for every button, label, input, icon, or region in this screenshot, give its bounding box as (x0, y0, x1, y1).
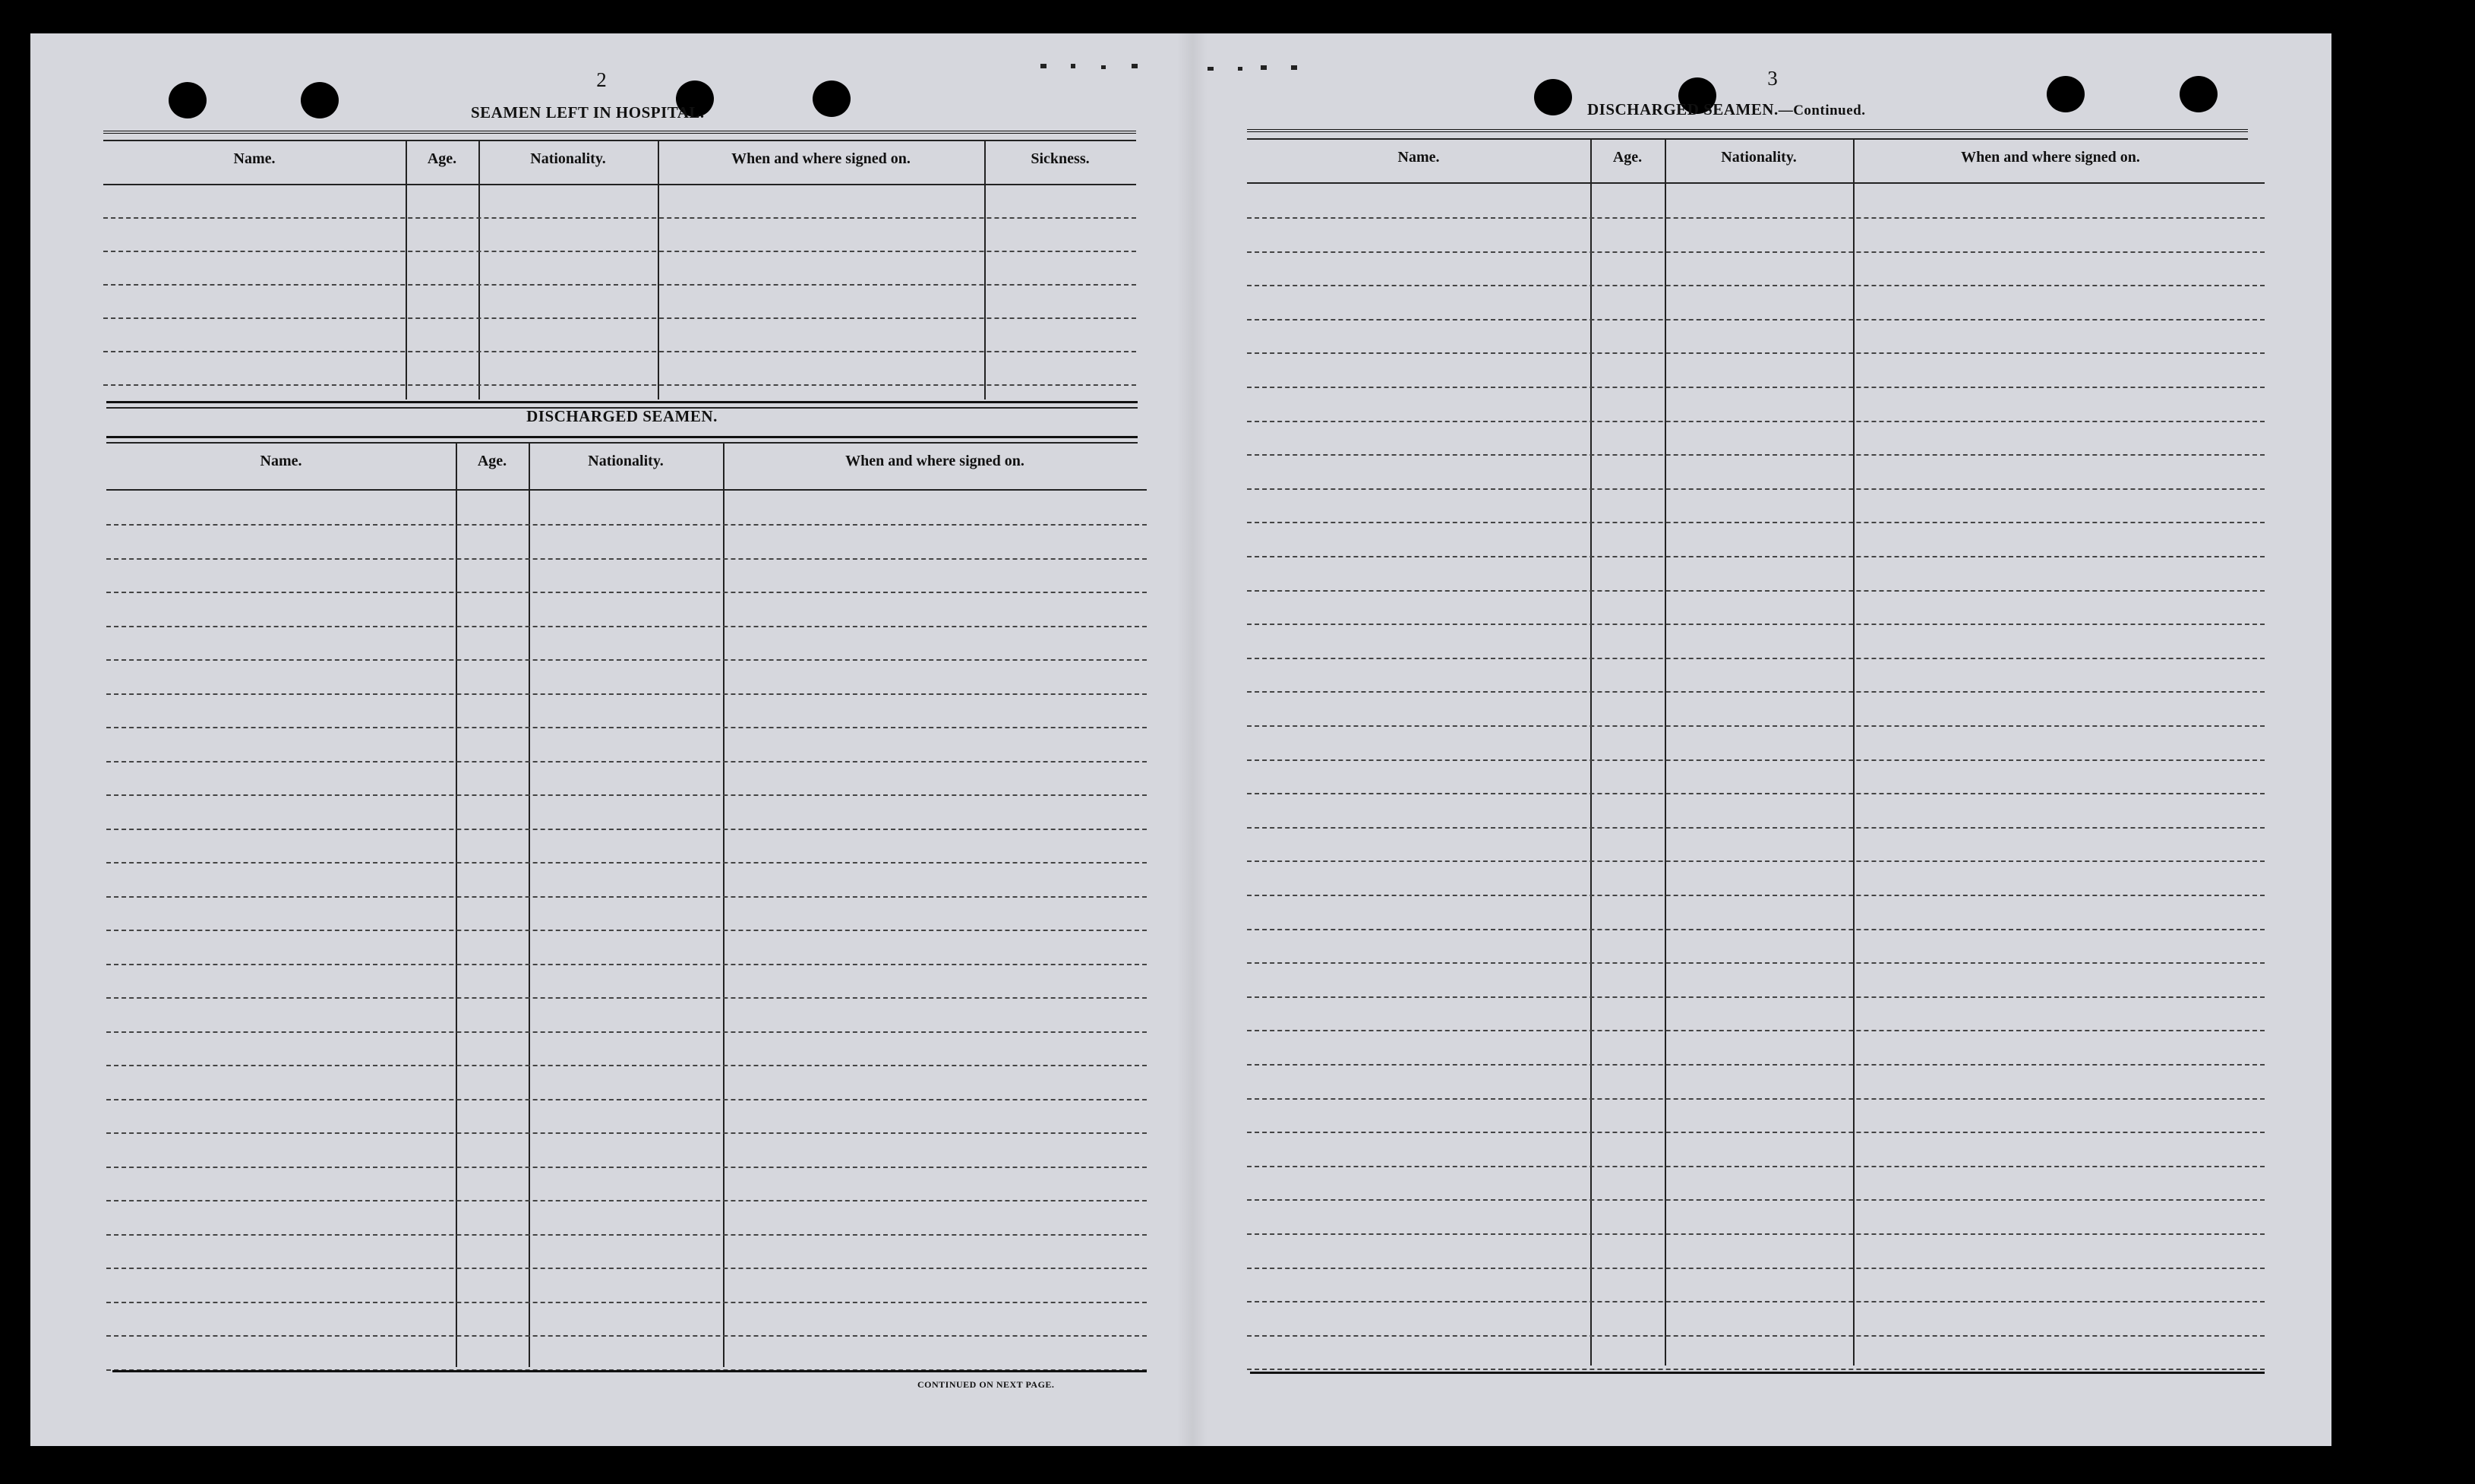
column-nationality: Nationality. (1721, 149, 1797, 166)
column-nationality: Nationality. (530, 150, 606, 167)
table-row (1247, 1199, 2265, 1201)
table-row (1247, 387, 2265, 388)
section-rule (106, 436, 1138, 438)
table-row (106, 524, 1147, 526)
table-row (1247, 793, 2265, 794)
column-divider (406, 141, 407, 399)
page-gutter (1177, 33, 1208, 1446)
table-row (106, 862, 1147, 864)
table-row (106, 558, 1147, 560)
table-row (1247, 1064, 2265, 1066)
title-rule (1247, 129, 2248, 135)
column-sickness: Sickness. (1031, 150, 1090, 167)
table-row (1247, 1301, 2265, 1302)
table-row (1247, 1268, 2265, 1269)
table-row (106, 1132, 1147, 1134)
table-row (106, 626, 1147, 627)
table-row (1247, 759, 2265, 761)
section-rule (106, 401, 1138, 403)
table-row (1247, 488, 2265, 490)
column-divider (723, 444, 725, 1367)
table-row (106, 592, 1147, 593)
table-row (106, 1200, 1147, 1201)
table-row (1247, 860, 2265, 862)
table-row (1247, 285, 2265, 286)
table-row (1247, 251, 2265, 253)
table-row (103, 351, 1136, 352)
table-row (1247, 556, 2265, 557)
table-row (1247, 1030, 2265, 1031)
table-row (106, 829, 1147, 830)
table-row (103, 384, 1136, 386)
page-title-main: DISCHARGED SEAMEN. (1587, 100, 1779, 118)
column-age: Age. (427, 150, 457, 167)
discharged-table-continued (1247, 140, 2265, 1366)
column-divider (1853, 140, 1855, 1366)
table-row (1247, 691, 2265, 693)
column-name: Name. (260, 453, 302, 469)
table-row (106, 1031, 1147, 1033)
table-row (103, 251, 1136, 252)
table-row (1247, 421, 2265, 422)
continued-note: CONTINUED ON NEXT PAGE. (917, 1379, 1055, 1390)
page-title (1587, 100, 1865, 119)
column-divider (984, 141, 986, 399)
table-row (1247, 1098, 2265, 1100)
table-row (1247, 1132, 2265, 1133)
table-bottom-rule (1250, 1372, 2265, 1374)
table-row (106, 1099, 1147, 1100)
table-row (1247, 996, 2265, 998)
table-row (1247, 725, 2265, 727)
table-row (106, 1065, 1147, 1066)
table-row (1247, 590, 2265, 592)
table-row (1247, 352, 2265, 354)
table-row (106, 659, 1147, 661)
column-nationality: Nationality. (588, 453, 664, 469)
table-row (106, 693, 1147, 695)
table-row (1247, 1233, 2265, 1235)
hospital-table (103, 141, 1136, 399)
table-row (1247, 895, 2265, 896)
table-row (103, 317, 1136, 319)
page-number: 2 (596, 68, 607, 91)
page-number: 3 (1767, 67, 1778, 90)
form-sheet (30, 33, 2331, 1446)
table-row (1247, 658, 2265, 659)
table-row (1247, 217, 2265, 219)
table-row (106, 794, 1147, 796)
column-signed-on: When and where signed on. (731, 150, 911, 167)
column-divider (478, 141, 480, 399)
left-page (30, 33, 1177, 1446)
table-row (103, 217, 1136, 219)
table-row (103, 284, 1136, 286)
table-row (106, 1167, 1147, 1168)
table-row (1247, 1369, 2265, 1370)
page-title: SEAMEN LEFT IN HOSPITAL. (471, 103, 705, 122)
column-divider (1590, 140, 1592, 1366)
table-row (106, 964, 1147, 965)
column-name: Name. (1397, 149, 1440, 166)
column-signed-on: When and where signed on. (1961, 149, 2140, 166)
table-row (1247, 827, 2265, 829)
column-name: Name. (233, 150, 276, 167)
title-rule (103, 131, 1136, 137)
table-row (1247, 962, 2265, 964)
table-bottom-rule (112, 1370, 1147, 1372)
table-row (106, 896, 1147, 898)
column-divider (658, 141, 659, 399)
table-row (106, 1234, 1147, 1236)
table-row (106, 930, 1147, 931)
table-row (106, 761, 1147, 763)
table-row (1247, 624, 2265, 625)
table-row (1247, 319, 2265, 320)
column-age: Age. (477, 453, 507, 469)
table-row (106, 727, 1147, 728)
table-row (1247, 454, 2265, 456)
section-title: DISCHARGED SEAMEN. (526, 407, 718, 425)
right-page (1208, 33, 2331, 1446)
discharged-table (106, 444, 1147, 1367)
table-row (106, 997, 1147, 999)
column-age: Age. (1612, 149, 1643, 166)
table-row (1247, 1166, 2265, 1167)
column-divider (456, 444, 457, 1367)
column-divider (529, 444, 530, 1367)
column-divider (1665, 140, 1666, 1366)
column-signed-on: When and where signed on. (845, 453, 1024, 469)
table-row (1247, 929, 2265, 930)
table-row (1247, 522, 2265, 523)
table-row (106, 1335, 1147, 1337)
table-row (1247, 1335, 2265, 1337)
table-row (106, 1268, 1147, 1269)
table-row (106, 1302, 1147, 1303)
page-title-suffix: —Continued. (1778, 103, 1866, 118)
